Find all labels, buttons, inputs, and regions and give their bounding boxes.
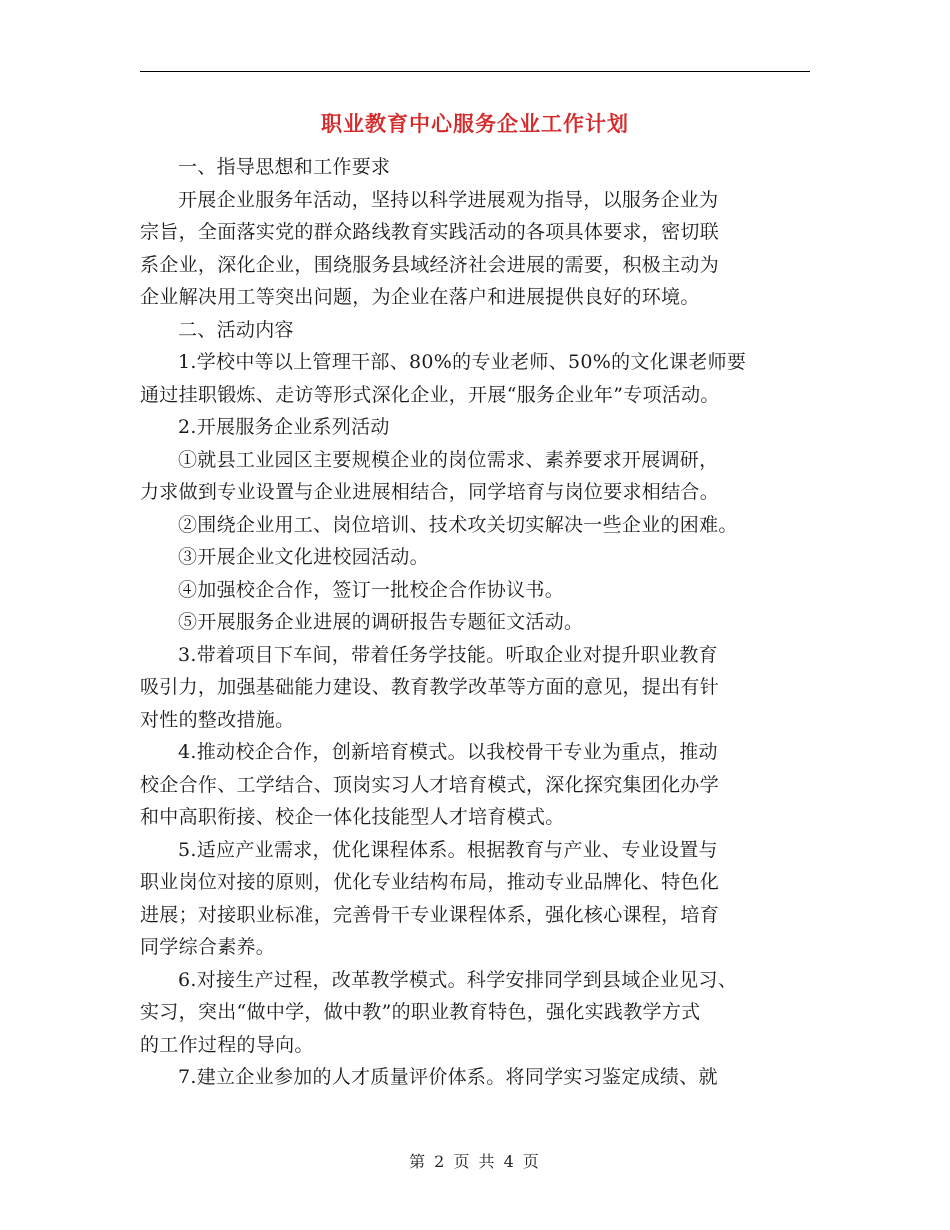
paragraph [140, 574, 810, 607]
page-footer: 第 2 页 共 4 页 [409, 1152, 541, 1171]
paragraph [140, 964, 810, 1062]
document-title: 职业教育中心服务企业工作计划 [321, 111, 629, 136]
paragraph-line: ①就县工业园区主要规模企业的岗位需求、素养要求开展调研， [178, 448, 719, 471]
paragraph-line: 职业岗位对接的原则，优化专业结构布局，推动专业品牌化、特色化 [140, 871, 720, 893]
paragraph [140, 736, 810, 834]
paragraph [140, 834, 810, 964]
paragraph [140, 444, 810, 509]
paragraph [140, 1061, 810, 1094]
paragraph-line: 6.对接生产过程，改革教学模式。科学安排同学到县域企业见习、 [178, 968, 738, 991]
paragraph-line: 吸引力，加强基础能力建设、教育教学改革等方面的意见，提出有针 [140, 676, 720, 698]
paragraph [140, 184, 810, 314]
paragraph-line: 系企业，深化企业，围绕服务县域经济社会进展的需要，积极主动为 [140, 253, 720, 276]
document-body [140, 151, 810, 1094]
paragraph [140, 411, 810, 444]
paragraph-line: 实习，突出“做中学，做中教”的职业教育特色，强化实践教学方式 [140, 1001, 701, 1023]
paragraph-line: 5.适应产业需求，优化课程体系。根据教育与产业、专业设置与 [178, 838, 718, 861]
paragraph-line: ②围绕企业用工、岗位培训、技术攻关切实解决一些企业的困难。 [178, 513, 738, 536]
paragraph-line: 二、活动内容 [178, 318, 294, 341]
paragraph [140, 314, 810, 347]
header-rule [140, 71, 810, 72]
paragraph-line: ③开展企业文化进校园活动。 [178, 546, 429, 568]
paragraph-line: 3.带着项目下车间，带着任务学技能。听取企业对提升职业教育 [178, 643, 718, 666]
paragraph-line: ④加强校企合作，签订一批校企合作协议书。 [178, 578, 565, 601]
paragraph [140, 509, 810, 542]
paragraph [140, 346, 810, 411]
paragraph-line: 一、指导思想和工作要求 [178, 156, 391, 178]
paragraph-line: 宗旨，全面落实党的群众路线教育实践活动的各项具体要求，密切联 [140, 221, 720, 243]
paragraph-line: 校企合作、工学结合、顶岗实习人才培育模式，深化探究集团化办学 [140, 773, 720, 796]
paragraph-line: 4.推动校企合作，创新培育模式。以我校骨干专业为重点，推动 [178, 741, 718, 763]
paragraph [140, 151, 810, 184]
paragraph-line: 企业解决用工等突出问题，为企业在落户和进展提供良好的环境。 [140, 286, 700, 308]
paragraph [140, 606, 810, 639]
paragraph-line: 的工作过程的导向。 [140, 1033, 314, 1056]
paragraph-line: 和中高职衔接、校企一体化技能型人才培育模式。 [140, 806, 565, 828]
paragraph-line: 对性的整改措施。 [140, 708, 295, 731]
paragraph-line: 同学综合素养。 [140, 936, 276, 958]
paragraph-line: 1.学校中等以上管理干部、80%的专业老师、50%的文化课老师要 [178, 351, 747, 373]
paragraph [140, 639, 810, 737]
paragraph-line: 7.建立企业参加的人才质量评价体系。将同学实习鉴定成绩、就 [178, 1066, 718, 1088]
paragraph-line: 力求做到专业设置与企业进展相结合，同学培育与岗位要求相结合。 [140, 481, 720, 503]
paragraph-line: 开展企业服务年活动，坚持以科学进展观为指导，以服务企业为 [178, 188, 719, 211]
paragraph [140, 541, 810, 574]
paragraph-line: 进展；对接职业标准，完善骨干专业课程体系，强化核心课程，培育 [140, 903, 720, 926]
paragraph-line: 通过挂职锻炼、走访等形式深化企业，开展“服务企业年”专项活动。 [140, 383, 720, 406]
paragraph-line: ⑤开展服务企业进展的调研报告专题征文活动。 [178, 611, 584, 633]
paragraph-line: 2.开展服务企业系列活动 [178, 416, 390, 438]
